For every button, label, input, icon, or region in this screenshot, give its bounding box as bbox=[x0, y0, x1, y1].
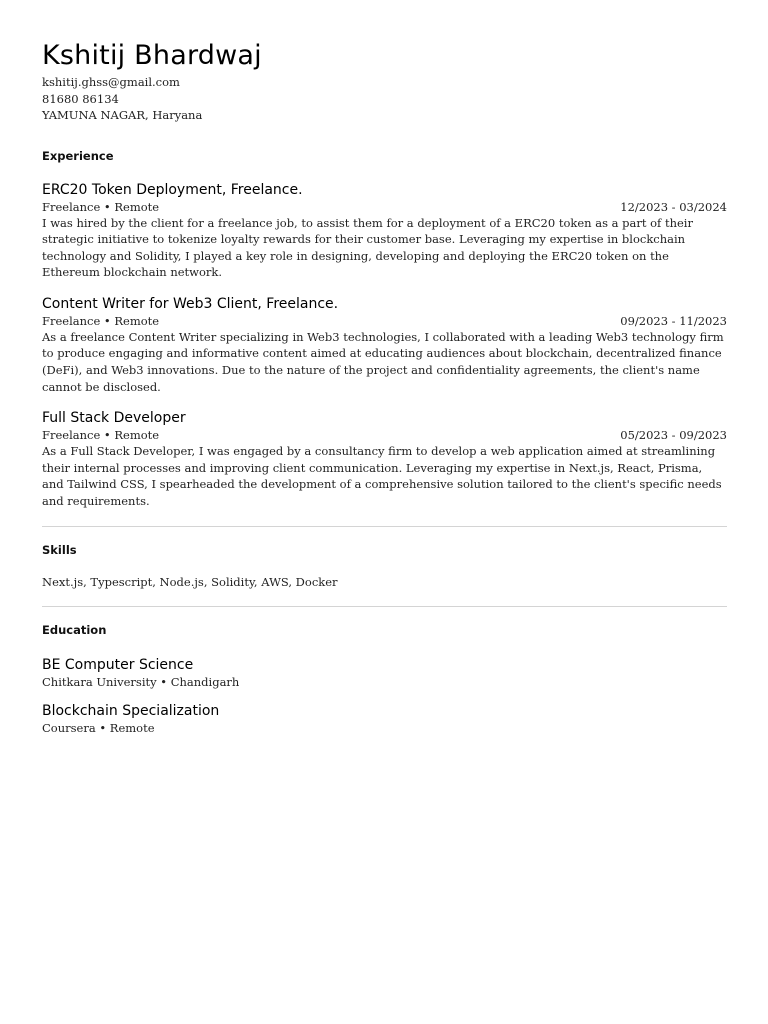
education-entry-title: Blockchain Specialization bbox=[42, 702, 220, 719]
education-section-title: Education bbox=[42, 622, 107, 637]
education-entry bbox=[42, 656, 727, 690]
section-divider bbox=[42, 606, 727, 607]
skills-section bbox=[42, 543, 727, 590]
experience-entry-subtitle: Freelance • Remote bbox=[42, 313, 160, 328]
experience-section bbox=[42, 149, 727, 510]
resume-page bbox=[42, 38, 727, 736]
experience-entry-subtitle: Freelance • Remote bbox=[42, 199, 160, 214]
education-entry-title: BE Computer Science bbox=[42, 656, 194, 673]
experience-entry-meta bbox=[42, 199, 727, 215]
contact-location: YAMUNA NAGAR, Haryana bbox=[42, 108, 203, 122]
experience-entry bbox=[42, 295, 727, 395]
experience-entry-title: ERC20 Token Deployment, Freelance. bbox=[42, 181, 303, 198]
experience-section-title: Experience bbox=[42, 148, 114, 163]
experience-entry-meta bbox=[42, 313, 727, 329]
contact-phone: 81680 86134 bbox=[42, 91, 119, 106]
skills-list: Next.js, Typescript, Node.js, Solidity, AWS, Docker bbox=[42, 574, 338, 589]
experience-entry-subtitle: Freelance • Remote bbox=[42, 428, 160, 443]
experience-entry-title: Content Writer for Web3 Client, Freelance. bbox=[42, 295, 339, 312]
experience-entry-dates: 12/2023 - 03/2024 bbox=[620, 199, 727, 214]
education-entry bbox=[42, 702, 727, 736]
education-entry-subtitle: Coursera • Remote bbox=[42, 720, 155, 735]
contact-email: kshitij.ghss@gmail.com bbox=[42, 75, 180, 89]
candidate-name: Kshitij Bhardwaj bbox=[42, 40, 262, 71]
experience-entry-description: As a Full Stack Developer, I was engaged by a consultancy firm to develop a web application aimed at streamlining their internal processes and improving client communication. Leveraging my expertise in Next.js, React, Prisma, and Tailwind CSS, I spearheaded the development of a comprehensive solution tailored to the client's specific needs and requirements. bbox=[42, 444, 722, 509]
resume-header bbox=[42, 38, 727, 124]
skills-section-title: Skills bbox=[42, 542, 77, 557]
experience-entry-dates: 05/2023 - 09/2023 bbox=[620, 428, 727, 443]
education-entry-subtitle-row bbox=[42, 720, 727, 736]
experience-entry bbox=[42, 409, 727, 509]
experience-entry-description: As a freelance Content Writer specializing in Web3 technologies, I collaborated with a leading Web3 technology firm to produce engaging and informative content aimed at educating audiences about blockchain, decentralized finance (DeFi), and Web3 innovations. Due to the nature of the project and confidentiality agreements, the client's name cannot be disclosed. bbox=[42, 329, 724, 394]
education-entry-subtitle: Chitkara University • Chandigarh bbox=[42, 674, 240, 689]
experience-entry-description: I was hired by the client for a freelance job, to assist them for a deployment of a ERC20 token as a part of their strategic initiative to tokenize loyalty rewards for their customer base. Leveraging my expertise in blockchain technology and Solidity, I played a key role in designing, developing and deploying the ERC20 token on the Ethereum blockchain network. bbox=[42, 215, 693, 280]
education-section bbox=[42, 623, 727, 736]
experience-entry bbox=[42, 181, 727, 281]
section-divider bbox=[42, 526, 727, 527]
experience-entry-dates: 09/2023 - 11/2023 bbox=[620, 313, 727, 328]
education-entry-subtitle-row bbox=[42, 674, 727, 690]
experience-entry-meta bbox=[42, 427, 727, 443]
experience-entry-title: Full Stack Developer bbox=[42, 410, 186, 427]
